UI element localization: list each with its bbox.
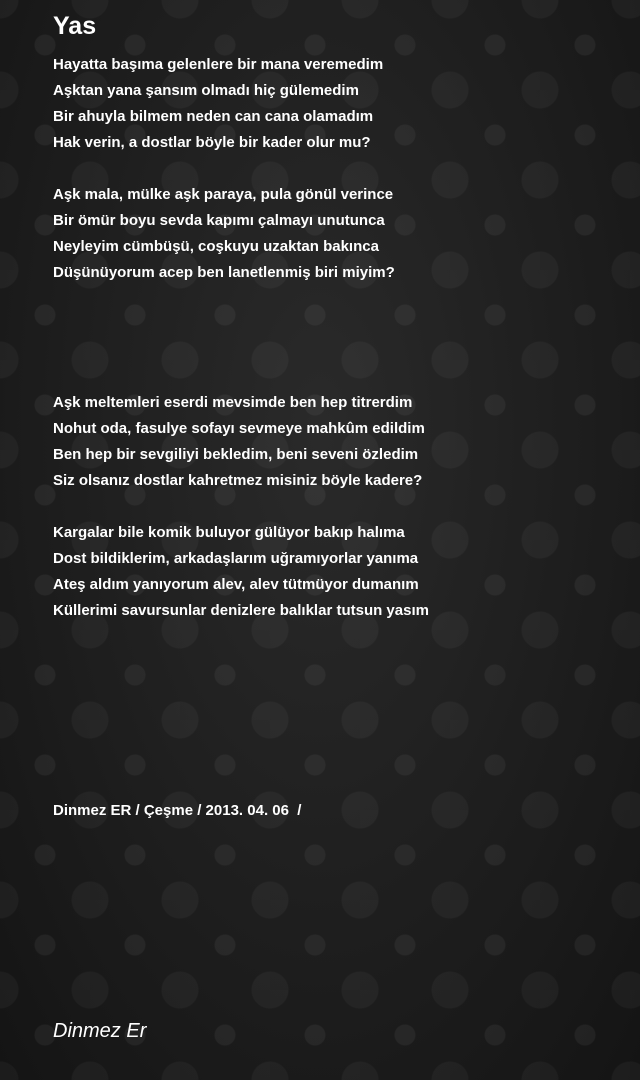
poem-line: Neyleyim cümbüşü, coşkuyu uzaktan bakınca xyxy=(53,238,379,255)
poem-line: Dost bildiklerim, arkadaşlarım uğramıyorlar yanıma xyxy=(53,550,419,567)
author-name: Dinmez Er xyxy=(53,1020,147,1042)
stanza-spacer xyxy=(53,156,628,182)
poem-line: Küllerimi savursunlar denizlere balıklar tutsun yasım xyxy=(53,602,429,619)
stanza-spacer xyxy=(53,494,628,520)
stanza-spacer xyxy=(53,286,628,390)
poem-line: Hayatta başıma gelenlere bir mana veremedim xyxy=(53,56,384,73)
poem-line: Siz olsanız dostlar kahretmez misiniz böyle kadere? xyxy=(53,472,423,489)
poem-line: Bir ömür boyu sevda kapımı çalmayı unutunca xyxy=(53,212,385,229)
poem-line: Hak verin, a dostlar böyle bir kader olur mu? xyxy=(53,134,371,151)
poem-line: Ateş aldım yanıyorum alev, alev tütmüyor dumanım xyxy=(53,576,419,593)
poem-line: Aşk mala, mülke aşk paraya, pula gönül verince xyxy=(53,186,394,203)
poem-signature: Dinmez ER / Çeşme / 2013. 04. 06 / xyxy=(53,802,302,819)
poem-line: Aşktan yana şansım olmadı hiç gülemedim xyxy=(53,82,359,99)
poem-line: Kargalar bile komik buluyor gülüyor bakıp halıma xyxy=(53,524,405,541)
poem-line: Aşk meltemleri eserdi mevsimde ben hep titrerdim xyxy=(53,394,413,411)
poem-line: Nohut oda, fasulye sofayı sevmeye mahkûm edildim xyxy=(53,420,425,437)
poem-body xyxy=(53,52,628,624)
stanza-4 xyxy=(53,520,628,624)
stanza-3 xyxy=(53,390,628,494)
stanza-2 xyxy=(53,182,628,286)
poem-line: Bir ahuyla bilmem neden can cana olamadım xyxy=(53,108,374,125)
poem-line: Ben hep bir sevgiliyi bekledim, beni seveni özledim xyxy=(53,446,419,463)
poem-title: Yas xyxy=(53,12,97,40)
poem-line: Düşünüyorum acep ben lanetlenmiş biri miyim? xyxy=(53,264,395,281)
stanza-1 xyxy=(53,52,628,156)
